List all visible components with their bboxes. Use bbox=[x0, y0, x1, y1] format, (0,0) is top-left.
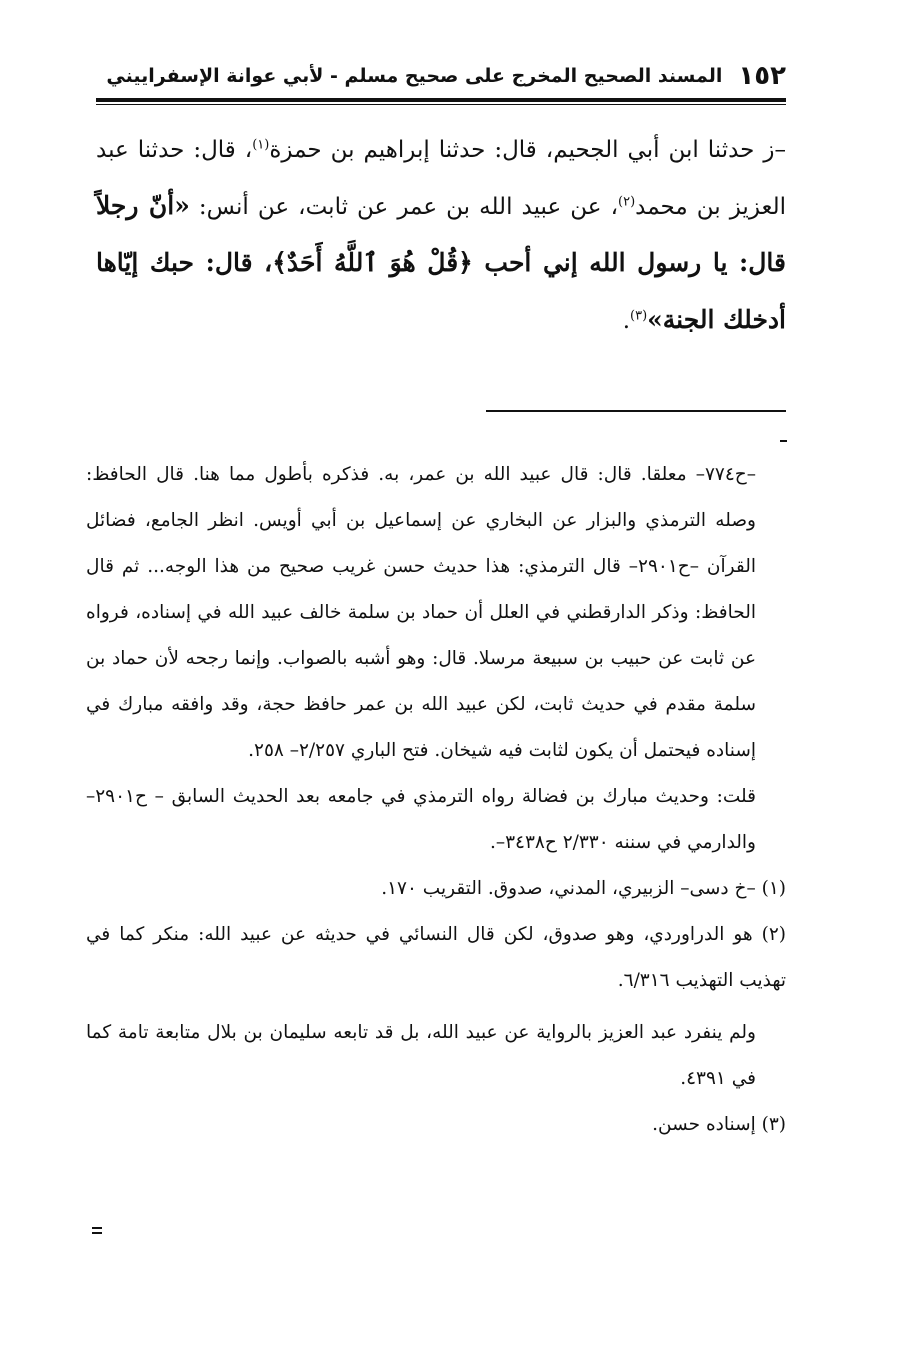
margin-mark bbox=[780, 440, 787, 442]
matn-part-b: ، قال: bbox=[205, 248, 273, 277]
footnote-ref-3: (٣) bbox=[630, 308, 648, 324]
footnote-2: (٢) هو الدراوردي، وهو صدوق، لكن قال النسائي في حديثه عن عبيد الله: منكر كما في تهذيب التهذيب ٦/٣١٦. bbox=[86, 924, 786, 991]
isnad-line-1b: ، قال: bbox=[193, 137, 253, 163]
running-title: المسند الصحيح المخرج على صحيح مسلم - لأبي عوانة الإسفراييني bbox=[106, 65, 723, 87]
footnote-1: (١) –خ دسی– الزبيري، المدني، صدوق. التقريب ١٧٠. bbox=[381, 878, 786, 899]
isnad-line-1: –ز حدثنا ابن أبي الجحيم، قال: حدثنا إبراهيم بن حمزة bbox=[269, 137, 786, 163]
footnotes bbox=[86, 452, 786, 1148]
matn-end: . bbox=[622, 308, 630, 334]
hadith-text bbox=[96, 122, 786, 349]
footnote-separator bbox=[486, 410, 786, 412]
page-number: ١٥٢ bbox=[738, 61, 786, 91]
footnote-3: (٣) إسناده حسن. bbox=[652, 1114, 786, 1135]
quran-verse: ﴿قُلْ هُوَ ٱللَّهُ أَحَدٌ﴾ bbox=[272, 248, 473, 277]
isnad-paragraph bbox=[96, 122, 786, 349]
isnad-line-2b: ، عن عبيد الله بن عمر عن ثابت، عن أنس: bbox=[198, 194, 618, 220]
matn-part-a: «أنّ رجلاً قال: يا رسول الله إني أحب bbox=[96, 191, 786, 277]
footnote-ref-2: (٢) bbox=[618, 194, 636, 210]
takhrij-note: –ح٧٧٤– معلقا. قال: قال عبيد الله بن عمر، به. فذكره بأطول مما هنا. قال الحافظ: وصله الترمذي والبزار عن البخاري عن إسماعيل بن أبي أويس. انظر الجامع، فضائل القرآن –ح٢٩٠١– قال الترمذي: هذا حديث حسن غريب صحيح من هذا الوجه... ثم قال الحافظ: وذكر الدارقطني في العلل أن حماد بن سلمة خالف عبيد الله في إسناده، فرواه عن ثابت عن حبيب بن سبيعة مرسلا. قال: وهو أشبه بالصواب. وإنما رجحه لأن حماد بن سلمة مقدم في حديث ثابت، لكن عبيد الله بن عمر حافظ حجة، وقد وافقه مبارك في إسناده فيحتمل أن يكون لثابت فيه شيخان. فتح الباري ٢/٢٥٧– ٢٥٨. bbox=[86, 464, 756, 761]
footnote-ref-1: (١) bbox=[252, 137, 270, 153]
isnad-line-2a: حدثنا عبد العزيز بن محمد bbox=[96, 137, 787, 220]
header-rule-thick bbox=[96, 98, 786, 102]
page-header bbox=[106, 56, 786, 96]
matn-part-c: حبك إيّاها أدخلك الجنة» bbox=[96, 248, 786, 334]
end-mark bbox=[92, 1227, 102, 1235]
footnote-2-continuation: ولم ينفرد عبد العزيز بالرواية عن عبيد الله، بل قد تابعه سليمان بن بلال متابعة تامة كما في ٤٣٩١. bbox=[86, 1022, 756, 1089]
takhrij-note-2: قلت: وحديث مبارك بن فضالة رواه الترمذي في جامعه بعد الحديث السابق – ح٢٩٠١– والدارمي في سننه ٢/٣٣٠ ح٣٤٣٨–. bbox=[86, 786, 756, 853]
header-rule-thin bbox=[96, 104, 786, 105]
